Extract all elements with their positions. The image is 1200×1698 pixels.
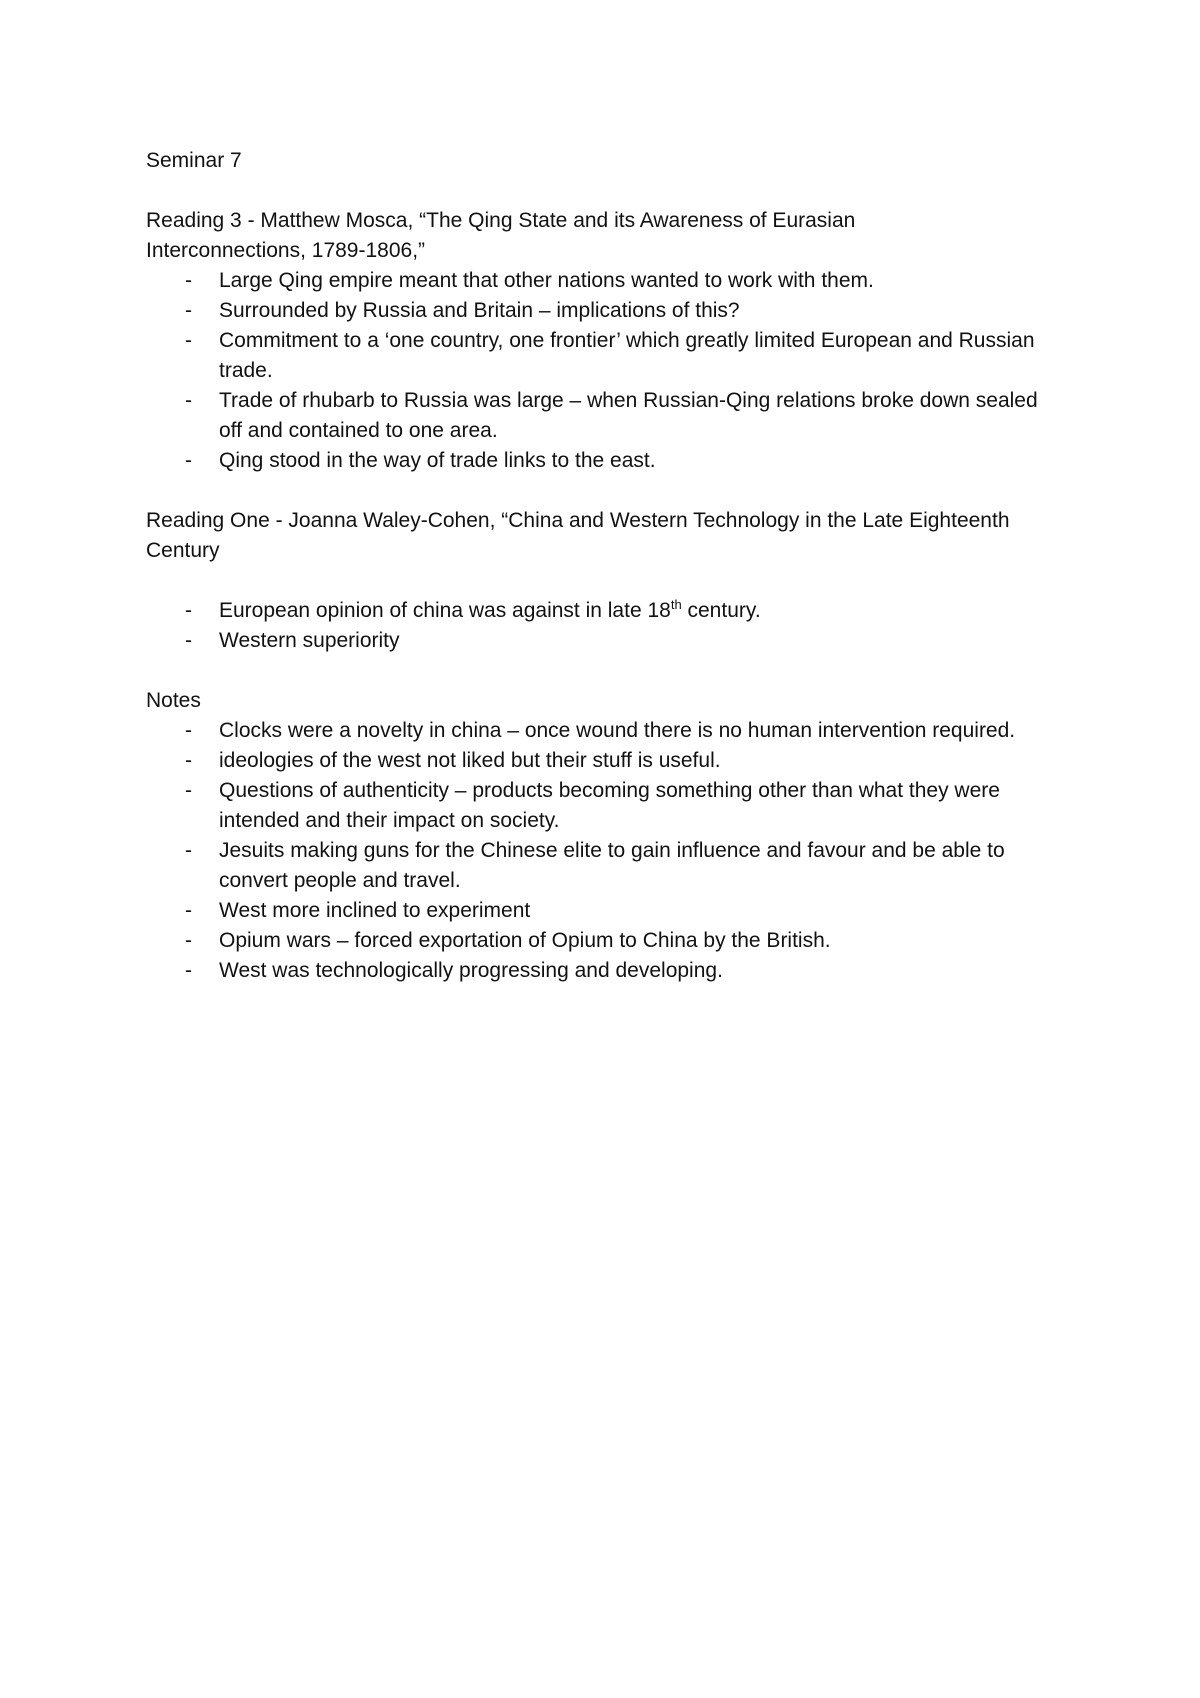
list-item xyxy=(146,266,1066,296)
list-item xyxy=(146,836,1066,896)
bullet-text: Trade of rhubarb to Russia was large – when Russian-Qing relations broke down sealed off and contained to one area. xyxy=(219,389,1038,442)
bullet-text: Qing stood in the way of trade links to the east. xyxy=(219,449,656,472)
reading-one-heading-line-1: Reading One - Joanna Waley-Cohen, “China and Western Technology in the Late Eighteenth xyxy=(146,509,1010,532)
list-item xyxy=(146,746,1066,776)
bullet-text xyxy=(219,599,761,622)
bullet-text: ideologies of the west not liked but their stuff is useful. xyxy=(219,749,721,772)
list-item xyxy=(146,446,1066,476)
reading-3-heading-line-2: Interconnections, 1789-1806,” xyxy=(146,239,426,262)
bullet-text-end: century. xyxy=(681,599,761,622)
spacer xyxy=(146,656,1066,686)
list-item xyxy=(146,386,1066,446)
bullet-text: Jesuits making guns for the Chinese elite to gain influence and favour and be able to convert people and travel. xyxy=(219,839,1005,892)
document-title: Seminar 7 xyxy=(146,149,242,172)
notes-heading: Notes xyxy=(146,689,201,712)
notes-bullet-list xyxy=(146,716,1066,986)
list-item xyxy=(146,296,1066,326)
bullet-text-start: European opinion of china was against in late 18 xyxy=(219,599,671,622)
reading-one-heading-line-2: Century xyxy=(146,539,220,562)
reading-3-heading-line-1: Reading 3 - Matthew Mosca, “The Qing State and its Awareness of Eurasian xyxy=(146,209,856,232)
spacer xyxy=(146,176,1066,206)
bullet-text: Clocks were a novelty in china – once wound there is no human intervention required. xyxy=(219,719,1016,742)
bullet-text: Questions of authenticity – products becoming something other than what they were intended and their impact on society. xyxy=(219,779,1000,832)
list-item xyxy=(146,596,1066,626)
list-item xyxy=(146,776,1066,836)
bullet-text: Commitment to a ‘one country, one frontier’ which greatly limited European and Russian trade. xyxy=(219,329,1035,382)
dash-bullet-icon: - xyxy=(185,599,192,622)
dash-bullet-icon: - xyxy=(185,629,192,652)
list-item xyxy=(146,326,1066,386)
dash-bullet-icon: - xyxy=(185,779,192,802)
dash-bullet-icon: - xyxy=(185,299,192,322)
dash-bullet-icon: - xyxy=(185,899,192,922)
document-body xyxy=(146,146,1066,986)
bullet-text: Large Qing empire meant that other nations wanted to work with them. xyxy=(219,269,874,292)
bullet-text: Western superiority xyxy=(219,629,400,652)
dash-bullet-icon: - xyxy=(185,719,192,742)
dash-bullet-icon: - xyxy=(185,929,192,952)
reading-3-bullet-list xyxy=(146,266,1066,476)
bullet-text: Surrounded by Russia and Britain – implications of this? xyxy=(219,299,740,322)
dash-bullet-icon: - xyxy=(185,329,192,352)
reading-one-bullet-list xyxy=(146,596,1066,656)
bullet-text: West was technologically progressing and developing. xyxy=(219,959,723,982)
dash-bullet-icon: - xyxy=(185,839,192,862)
bullet-text: Opium wars – forced exportation of Opium to China by the British. xyxy=(219,929,831,952)
list-item xyxy=(146,626,1066,656)
dash-bullet-icon: - xyxy=(185,449,192,472)
spacer xyxy=(146,566,1066,596)
list-item xyxy=(146,896,1066,926)
list-item xyxy=(146,926,1066,956)
dash-bullet-icon: - xyxy=(185,269,192,292)
dash-bullet-icon: - xyxy=(185,959,192,982)
spacer xyxy=(146,476,1066,506)
dash-bullet-icon: - xyxy=(185,389,192,412)
list-item xyxy=(146,956,1066,986)
bullet-text: West more inclined to experiment xyxy=(219,899,531,922)
ordinal-superscript: th xyxy=(670,597,682,612)
dash-bullet-icon: - xyxy=(185,749,192,772)
list-item xyxy=(146,716,1066,746)
